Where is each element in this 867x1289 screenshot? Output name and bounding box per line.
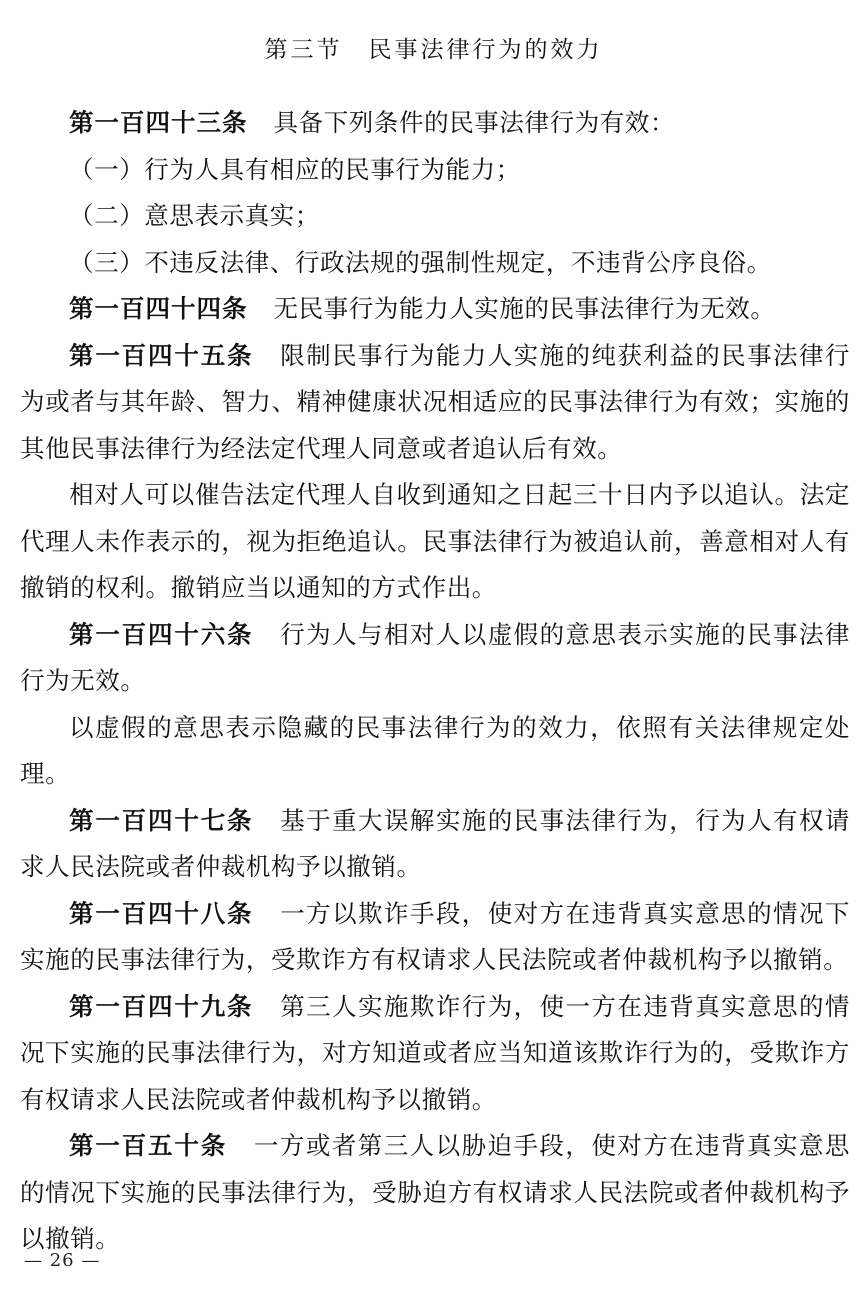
list-item-text: （二）意思表示真实； [69, 201, 320, 230]
paragraph-text: 相对人可以催告法定代理人自收到通知之日起三十日内予以追认。法定代理人未作表示的，视为拒绝追认。民事法律行为被追认前，善意相对人有撤销的权利。撤销应当以通知的方式作出。 [20, 480, 850, 602]
paragraph-article-146 [20, 612, 850, 705]
paragraph-article-143 [20, 100, 850, 147]
article-text: 一方或者第三人以胁迫手段，使对方在违背真实意思的情况下实施的民事法律行为，受胁迫方有权请求人民法院或者仲裁机构予以撤销。 [20, 1131, 850, 1253]
article-text: 行为人与相对人以虚假的意思表示实施的民事法律行为无效。 [20, 619, 851, 695]
article-text: 具备下列条件的民事法律行为有效： [273, 108, 676, 137]
article-number: 第一百四十九条 [69, 991, 254, 1021]
article-number: 第一百五十条 [69, 1131, 228, 1160]
paragraph-article-145-cont [20, 472, 850, 612]
paragraph-article-148 [20, 891, 850, 984]
list-item-text: （三）不违反法律、行政法规的强制性规定，不违背公序良俗。 [69, 247, 772, 277]
paragraph-article-144 [20, 286, 850, 333]
paragraph-text: 以虚假的意思表示隐藏的民事法律行为的效力，依照有关法律规定处理。 [20, 712, 850, 788]
paragraph-article-150 [20, 1123, 850, 1263]
paragraph-article-149 [20, 984, 850, 1124]
article-number: 第一百四十三条 [69, 108, 248, 137]
article-text: 限制民事行为能力人实施的纯获利益的民事法律行为或者与其年龄、智力、精神健康状况相适应的民事法律行为有效；实施的其他民事法律行为经法定代理人同意或者追认后有效。 [20, 340, 851, 463]
article-content [20, 100, 850, 1263]
paragraph-article-147 [20, 798, 850, 891]
list-item-2 [20, 193, 850, 240]
list-item-1 [20, 147, 850, 194]
list-item-3 [20, 240, 850, 287]
section-title: 第三节 民事法律行为的效力 [264, 37, 603, 63]
paragraph-article-145 [20, 333, 850, 473]
article-text: 一方以欺诈手段，使对方在违背真实意思的情况下实施的民事法律行为，受欺诈方有权请求人民法院或者仲裁机构予以撤销。 [20, 898, 851, 974]
article-number: 第一百四十七条 [69, 805, 254, 835]
article-number: 第一百四十四条 [69, 294, 248, 323]
article-text: 基于重大误解实施的民事法律行为，行为人有权请求人民法院或者仲裁机构予以撤销。 [20, 805, 851, 881]
article-number: 第一百四十六条 [69, 619, 254, 649]
article-text: 无民事行为能力人实施的民事法律行为无效。 [273, 294, 776, 323]
article-text: 第三人实施欺诈行为，使一方在违背真实意思的情况下实施的民事法律行为，对方知道或者应当知道该欺诈行为的，受欺诈方有权请求人民法院或者仲裁机构予以撤销。 [20, 991, 851, 1114]
article-number: 第一百四十五条 [69, 340, 254, 370]
page-number: — 26 — [24, 1250, 101, 1271]
list-item-text: （一）行为人具有相应的民事行为能力； [69, 154, 521, 184]
article-number: 第一百四十八条 [69, 898, 254, 928]
paragraph-article-146-cont [20, 705, 850, 798]
